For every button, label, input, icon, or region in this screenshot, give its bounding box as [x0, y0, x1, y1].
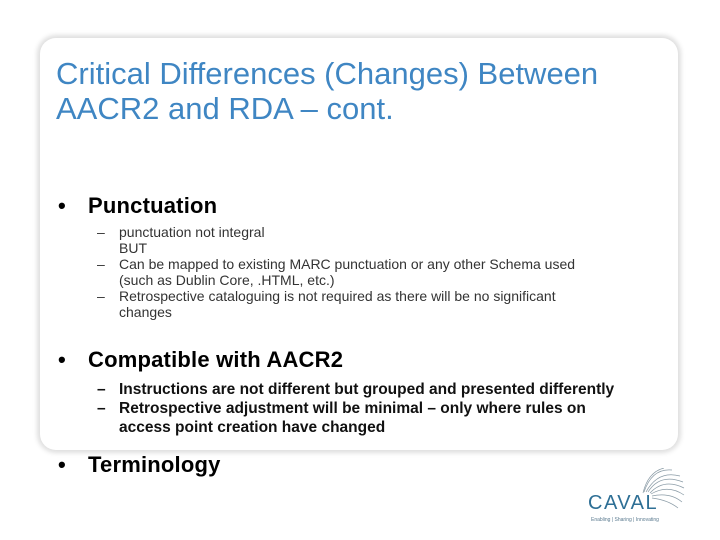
list-item: – Retrospective adjustment will be minimal – only where rules on access point creation have changed	[97, 400, 586, 436]
bullet-label: Compatible with AACR2	[88, 347, 344, 372]
bullet-punctuation	[58, 193, 217, 219]
bullet-terminology	[58, 452, 221, 478]
list-item: – Retrospective cataloguing is not required as there will be no significant changes	[97, 288, 556, 320]
bullet-compatible	[58, 347, 343, 373]
punctuation-subitems	[97, 224, 657, 320]
list-item: – punctuation not integral BUT	[97, 224, 265, 256]
bullet-marker: •	[58, 452, 66, 477]
bullet-marker: •	[58, 347, 66, 372]
list-item: – Instructions are not different but grouped and presented differently	[97, 381, 615, 398]
bullet-marker: •	[58, 193, 66, 218]
slide-title	[56, 56, 676, 126]
title-line-2: AACR2 and RDA – cont.	[56, 91, 394, 126]
compatible-subitems	[97, 380, 657, 437]
bullet-label: Punctuation	[88, 193, 218, 218]
logo-tagline: Enabling | Sharing | Innovating	[591, 517, 659, 523]
logo-name: CAVAL	[588, 492, 659, 514]
list-item: – Can be mapped to existing MARC punctuation or any other Schema used (such as Dublin Core, .HTML, etc.)	[97, 256, 576, 288]
title-line-1: Critical Differences (Changes) Between	[56, 56, 599, 91]
bullet-label: Terminology	[88, 452, 221, 477]
caval-logo	[588, 468, 688, 528]
